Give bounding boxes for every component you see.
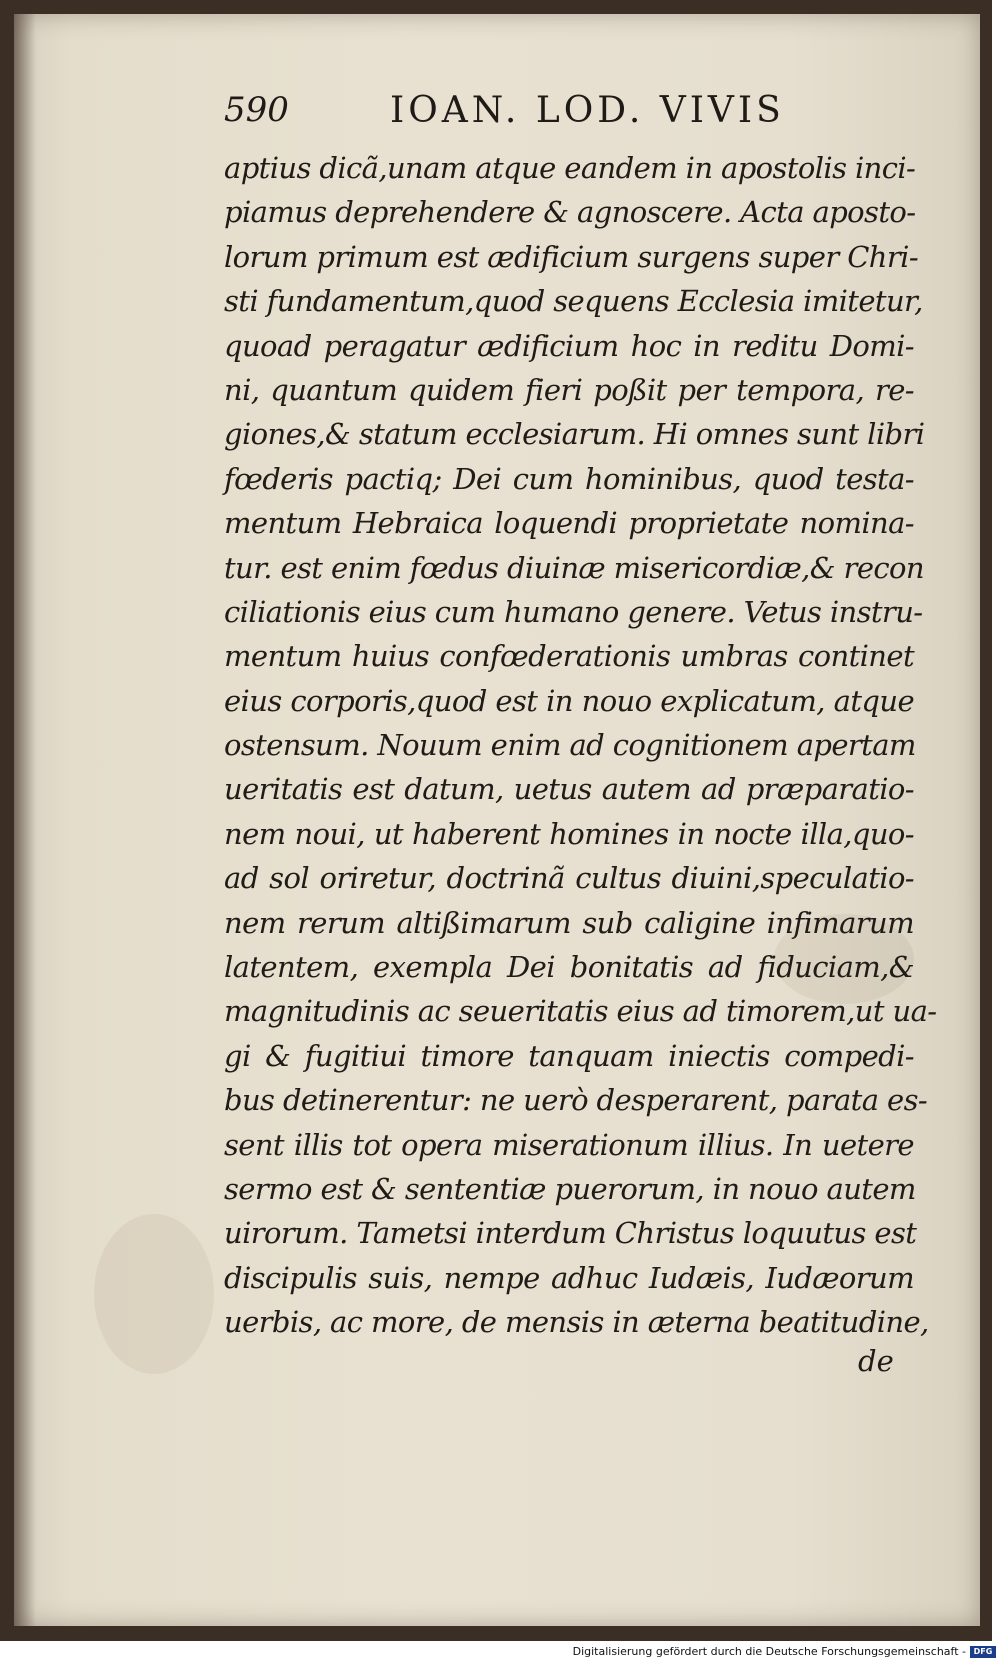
text-line: sti fundamentum,quod sequens Ecclesia imitetur, [224,284,923,319]
text-line: nem noui, ut haberent homines in nocte illa,quo- [224,816,914,851]
text-line: lorum primum est ædificium surgens super Chri- [224,239,919,274]
text-line: discipulis suis, nempe adhuc Iudæis, Iudæorum [224,1260,914,1295]
text-line: mentum Hebraica loquendi proprietate nomina- [224,506,914,541]
text-line: eius corporis,quod est in nouo explicatum, atque [224,683,914,718]
running-head [224,84,924,134]
dfg-logo-icon: DFG [970,1646,996,1658]
text-line: ni, quantum quidem fieri poßit per tempora, re- [224,372,914,407]
text-line: uirorum. Tametsi interdum Christus loquutus est [224,1216,917,1251]
text-line: ciliationis eius cum humano genere. Vetus instru- [224,594,923,629]
running-head-title: IOAN. LOD. VIVIS [390,90,785,131]
text-line: piamus deprehendere & agnoscere. Acta aposto- [224,195,916,230]
page-number: 590 [224,90,289,130]
text-line: ueritatis est datum, uetus autem ad præparatio- [224,772,914,807]
text-line: ad sol oriretur, doctrinã cultus diuini,speculatio- [224,861,914,896]
text-line: gi & fugitiui timore tanquam iniectis compedi- [224,1038,914,1073]
catchword: de [858,1344,894,1378]
text-line: uerbis, ac more, de mensis in æterna beatitudine, [224,1305,929,1340]
text-line: mentum huius confœderationis umbras continet [224,639,914,674]
credit-text: Digitalisierung gefördert durch die Deutsche Forschungsgemeinschaft - [572,1645,966,1658]
body-text [224,146,937,1345]
text-line: giones,& statum ecclesiarum. Hi omnes sunt libri [224,417,925,452]
digitization-credit [0,1642,1000,1661]
text-line: latentem, exempla Dei bonitatis ad fiduciam,& [224,950,914,985]
page-gutter-shadow [14,14,36,1626]
text-line: bus detinerentur: ne uerò desperarent, parata es- [224,1083,928,1118]
paper-stain [94,1214,214,1374]
text-line: magnitudinis ac seueritatis eius ad timorem,ut ua- [224,994,937,1029]
text-line: tur. est enim fœdus diuinæ misericordiæ,& recon [224,550,924,585]
text-line: aptius dicã,unam atque eandem in apostolis inci- [224,151,916,185]
text-line: quoad peragatur ædificium hoc in reditu Domi- [224,328,914,363]
text-line: nem rerum altißimarum sub caligine infimarum [224,905,914,940]
text-line: sermo est & sententiæ puerorum, in nouo autem [224,1171,916,1206]
text-line: ostensum. Nouum enim ad cognitionem apertam [224,728,916,763]
text-line: sent illis tot opera miserationum illius. In uetere [224,1127,914,1162]
text-line: fœderis pactiq; Dei cum hominibus, quod testa- [224,461,914,496]
